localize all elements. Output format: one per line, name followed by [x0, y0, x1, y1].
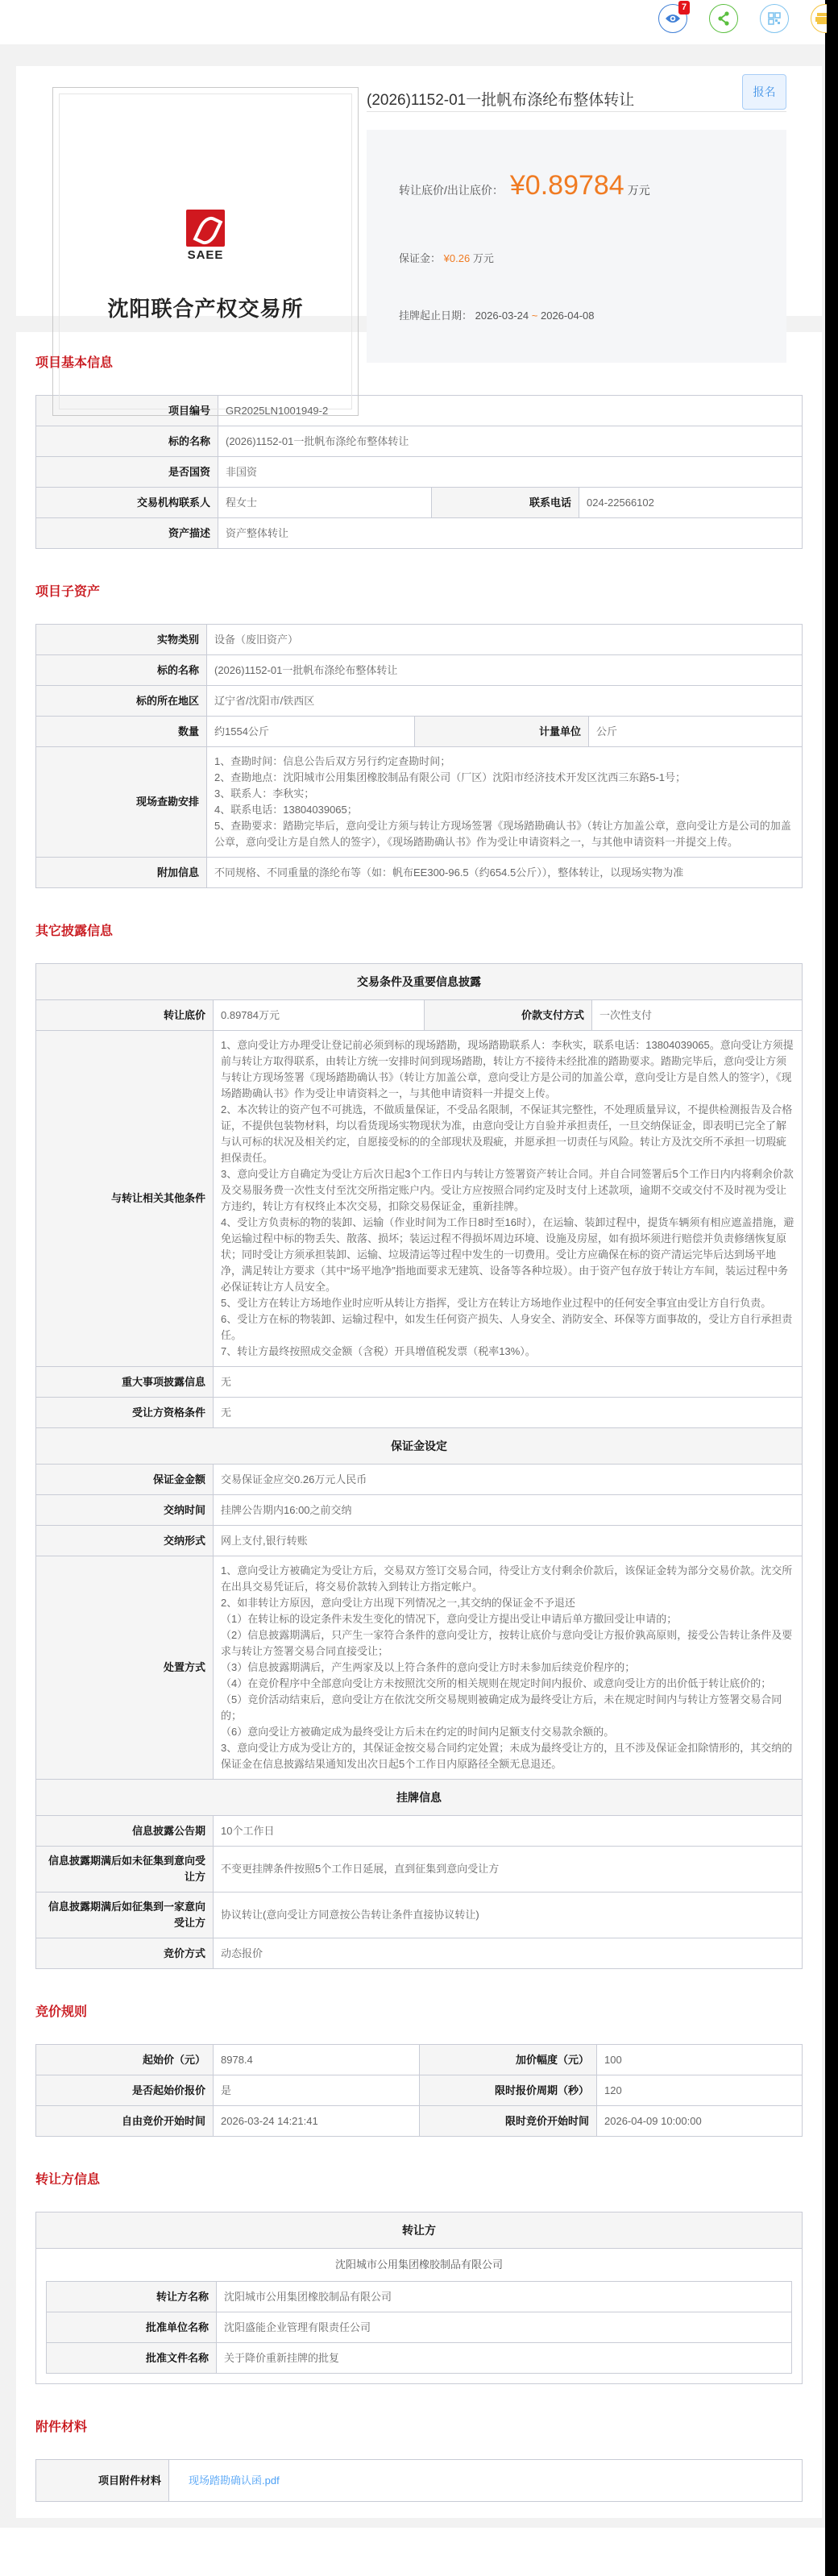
- row-label: 信息披露期满后如未征集到意向受让方: [36, 1847, 214, 1893]
- text-line: 3、意向受让方自确定为受让方后次日起3个工作日内与转让方签署资产转让合同。并自合同签署后5个工作日内内将剩余价款及交易服务费一次性支付至沈交所指定账户内。受让方应按照合同约定及时支付上述款项，逾期不交或交付不及时视为受让方违约，转让方有权终止本次交易，扣除交易保证金，重新挂牌。: [221, 1168, 794, 1212]
- row-label: 自由竞价开始时间: [36, 2106, 214, 2137]
- section-title-sub-asset: 项目子资产: [35, 585, 101, 599]
- text-line: 2、本次转让的资产包不可挑选，不做质量保证，不受品名限制，不保证其完整性，不处理质量异议，不提供检测报告及合格证，不提供包装物材料，均以看货现场实物现状为准，由意向受让方自验并承担责任，一旦交纳保证金，即表明已完全了解与认可标的状况及相关约定，自愿接受标的的全部现状及瑕疵，并愿承担一切责任与风险。转让方及沈交所不承担一切瑕疵担保责任。: [221, 1103, 793, 1164]
- listing-sep: ~: [531, 310, 538, 322]
- listing-end: 2026-04-08: [540, 310, 595, 322]
- table-row: [47, 2343, 792, 2374]
- free-bid-start: 2026-03-24 14:21:41: [214, 2106, 420, 2137]
- row-label: 受让方资格条件: [36, 1398, 214, 1428]
- listing-start: 2026-03-24: [475, 310, 529, 322]
- disclosure-period: 10个工作日: [214, 1816, 803, 1847]
- print-icon: [815, 12, 827, 25]
- price-label: 转让底价/出让底价：: [399, 184, 504, 197]
- text-line: 2、查勘地点：沈阳城市公用集团橡胶制品有限公司（厂区）沈阳市经济技术开发区沈西三东路5-1号；: [214, 771, 687, 783]
- qrcode-icon: [768, 12, 781, 25]
- table-row: [47, 2312, 792, 2343]
- row-label: 资产描述: [36, 518, 218, 549]
- attachments-table: [35, 2459, 803, 2502]
- deposit-form: 网上支付,银行转账: [214, 1526, 803, 1556]
- section-title-basic: 项目基本信息: [35, 356, 114, 370]
- asset-description: 资产整体转让: [218, 518, 803, 549]
- row-label: 限时报价周期（秒）: [420, 2075, 597, 2106]
- saee-logo-icon: [186, 210, 225, 247]
- disclosure-table: [35, 963, 803, 1969]
- row-label: 转让方名称: [47, 2282, 217, 2312]
- basic-info-table: [35, 395, 803, 549]
- limit-period: 120: [597, 2075, 803, 2106]
- logo-mark-text: SAEE: [187, 248, 224, 262]
- table-row: [36, 625, 803, 655]
- table-row: [36, 2106, 803, 2137]
- section-title-attachments: 附件材料: [35, 2420, 88, 2434]
- project-number: GR2025LN1001949-2: [218, 396, 803, 426]
- detail-card: [16, 332, 822, 2518]
- table-row: [36, 1495, 803, 1526]
- row-label: 是否国资: [36, 457, 218, 488]
- row-label: 标的名称: [36, 426, 218, 457]
- row-label: 转让底价: [36, 1000, 214, 1031]
- asset-region: 辽宁省/沈阳市/铁西区: [207, 686, 803, 717]
- asset-category: 设备（废旧资产）: [207, 625, 803, 655]
- contact-person: 程女士: [218, 488, 432, 518]
- text-line: （6）意向受让方被确定成为最终受让方后未在约定的时间内足额支付交易款余额的。: [221, 1726, 615, 1738]
- row-label: 项目附件材料: [36, 2460, 169, 2502]
- major-matters: 无: [214, 1367, 803, 1398]
- row-label: 与转让相关其他条件: [36, 1031, 214, 1367]
- price-unit: 万元: [627, 184, 650, 197]
- table-row: [36, 426, 803, 457]
- table-row: [36, 457, 803, 488]
- table-row: [36, 2075, 803, 2106]
- row-label: 项目编号: [36, 396, 218, 426]
- target-name: (2026)1152-01一批帆布涤纶布整体转让: [218, 426, 803, 457]
- row-label: 重大事项披露信息: [36, 1367, 214, 1398]
- row-label: 实物类别: [36, 625, 207, 655]
- sub-asset-table: [35, 624, 803, 888]
- table-row: [36, 1398, 803, 1428]
- state-owned: 非国资: [218, 457, 803, 488]
- table-row: [36, 1000, 803, 1031]
- table-row: [36, 1556, 803, 1780]
- table-row: [36, 686, 803, 717]
- inspection-arrangement: [207, 747, 803, 858]
- text-line: 1、意向受让方办理受让登记前必须到标的现场踏勘，现场踏勘联系人：李秋实，联系电话：13804039065。意向受让方须提前与转让方取得联系，由转让方统一安排时间到现场踏勘，转让方不接待未经批准的踏勘要求。踏勘完毕后，意向受让方须与转让方现场签署《现场踏勘确认书》（转让方加盖公章，意向受让方是公司的加盖公章，意向受让方是自然人的签字），《现场踏勘确认书》作为受让申请资料之一，与其他申请资料一并提交上传。: [221, 1039, 794, 1099]
- row-label: 标的所在地区: [36, 686, 207, 717]
- table-row: [47, 2282, 792, 2312]
- section-title-other: 其它披露信息: [35, 924, 114, 938]
- row-label: 信息披露期满后如征集到一家意向受让方: [36, 1893, 214, 1938]
- text-line: 1、查勘时间：信息公告后双方另行约定查勘时间；: [214, 755, 451, 767]
- deposit-unit: 万元: [472, 252, 494, 264]
- text-line: （3）信息披露期满后，产生两家及以上符合条件的意向受让方时未参加后续竞价程序的；: [221, 1661, 636, 1673]
- table-row: [36, 1031, 803, 1367]
- text-line: 3、意向受让方成为受让方的，其保证金按交易合同约定处置；未成为最终受让方的，且不涉及保证金扣除情形的，其交纳的保证金在信息披露结果通知发出次日起5个工作日内原路径全额无息退还。: [221, 1742, 793, 1770]
- transferor-table: [35, 2212, 803, 2384]
- table-row: [36, 1526, 803, 1556]
- table-row: [36, 655, 803, 686]
- text-line: 7、转让方最终按照成交金额（含税）开具增值税发票（税率13%）。: [221, 1345, 536, 1357]
- payment-method: 一次性支付: [592, 1000, 803, 1031]
- text-line: （1）在转让标的设定条件未发生变化的情况下，意向受让方提出受让申请后单方撤回受让申请的；: [221, 1613, 678, 1625]
- table-row: [36, 488, 803, 518]
- limit-bid-start: 2026-04-09 10:00:00: [597, 2106, 803, 2137]
- base-price: 0.89784万元: [214, 1000, 425, 1031]
- table-row: [36, 1938, 803, 1969]
- row-label: 是否起始价报价: [36, 2075, 214, 2106]
- start-price: 8978.4: [214, 2045, 420, 2075]
- project-header-card: [16, 66, 822, 322]
- table-row: [36, 1816, 803, 1847]
- deposit-amount: 交易保证金应交0.26万元人民币: [214, 1465, 803, 1495]
- top-toolbar: [0, 0, 825, 44]
- trade-conditions-header: 交易条件及重要信息披露: [36, 964, 803, 1000]
- print-button[interactable]: [811, 4, 827, 33]
- deposit-time: 挂牌公告期内16:00之前交纳: [214, 1495, 803, 1526]
- row-label: 处置方式: [36, 1556, 214, 1780]
- row-label: 批准单位名称: [47, 2312, 217, 2343]
- price-panel: [367, 130, 786, 363]
- deposit-settings-header: 保证金设定: [36, 1428, 803, 1465]
- qrcode-button[interactable]: [760, 4, 789, 33]
- signup-button[interactable]: 报名: [742, 74, 786, 110]
- transferor-display-name: 沈阳城市公用集团橡胶制品有限公司: [334, 2258, 503, 2271]
- row-label: 竞价方式: [36, 1938, 214, 1969]
- text-line: 3、联系人：李秋实；: [214, 787, 315, 800]
- transferor-header: 转让方: [36, 2212, 803, 2249]
- page-footer-space: [0, 2528, 825, 2576]
- row-label: 附加信息: [36, 858, 207, 888]
- listing-info-header: 挂牌信息: [36, 1780, 803, 1816]
- row-label: 数量: [36, 717, 207, 747]
- approver-name: 沈阳盛能企业管理有限责任公司: [217, 2312, 792, 2343]
- table-row: [36, 717, 803, 747]
- table-row: [36, 2045, 803, 2075]
- buyer-qualification: 无: [214, 1398, 803, 1428]
- approval-document: 关于降价重新挂牌的批复: [217, 2343, 792, 2374]
- text-line: （2）信息披露期满后，只产生一家符合条件的意向受让方，按转让底价与意向受让方报价孰高原则，接受公告转让条件及要求与转让方签署交易合同直接受让；: [221, 1629, 793, 1657]
- attachment-link[interactable]: 现场踏勘确认函.pdf: [189, 2474, 280, 2487]
- row-label: 批准文件名称: [47, 2343, 217, 2374]
- extra-info: 不同规格、不同重量的涤纶布等（如：帆布EE300-96.5（约654.5公斤）），整体转让，以现场实物为准: [207, 858, 803, 888]
- transferor-detail-table: [46, 2281, 792, 2374]
- asset-quantity: 约1554公斤: [207, 717, 415, 747]
- row-label: 加价幅度（元）: [420, 2045, 597, 2075]
- listing-label: 挂牌起止日期：: [399, 310, 473, 322]
- bidding-rules-table: [35, 2044, 803, 2137]
- bid-increment: 100: [597, 2045, 803, 2075]
- row-label: 标的名称: [36, 655, 207, 686]
- org-name: 沈阳联合产权交易所: [107, 297, 304, 322]
- text-line: （4）在竞价程序中全部意向受让方未按照沈交所的相关规则在规定时间内报价、或意向受让方的出价低于转让底价的；: [221, 1677, 772, 1689]
- text-line: 1、意向受让方被确定为受让方后，交易双方签订交易合同，待受让方支付剩余价款后，该保证金转为部分交易价款。沈交所在出具交易凭证后，将交易价款转入到转让方指定帐户。: [221, 1564, 793, 1593]
- row-label: 保证金金额: [36, 1465, 214, 1495]
- transfer-conditions: [214, 1031, 803, 1367]
- one-buyer-rule: 协议转让(意向受让方同意按公告转让条件直接协议转让): [214, 1893, 803, 1938]
- table-row: [36, 1847, 803, 1893]
- row-label: 联系电话: [432, 488, 579, 518]
- table-row: [36, 1465, 803, 1495]
- view-count-badge: 7: [678, 1, 690, 15]
- row-label: 现场查勘安排: [36, 747, 207, 858]
- page-body: [0, 44, 825, 2528]
- deposit-label: 保证金：: [399, 252, 442, 264]
- section-title-transferor: 转让方信息: [35, 2173, 101, 2187]
- transferor-block: [36, 2249, 803, 2384]
- text-line: 4、联系电话：13804039065；: [214, 804, 358, 816]
- deposit-disposal: [214, 1556, 803, 1780]
- asset-unit: 公斤: [589, 717, 803, 747]
- text-line: 5、查勘要求：踏勘完毕后，意向受让方须与转让方现场签署《现场踏勘确认书》（转让方加盖公章，意向受让方是公司的加盖公章，意向受让方是自然人的签字），《现场踏勘确认书》作为受让申请资料之一，与其他申请资料一并提交上传。: [214, 820, 791, 848]
- text-line: 4、受让方负责标的物的装卸、运输（作业时间为工作日8时至16时），在运输、装卸过程中，提货车辆须有相应遮盖措施，避免运输过程中标的物丢失、散落、损坏；装运过程不得损坏周边环境、设施及房屋，如有损坏须进行赔偿并负责修缮恢复原状；同时受让方须承担装卸、运输、垃圾清运等过程中发生的一切费用。受让方应确保在标的资产清运完毕后达到场平地净，满足转让方要求（其中“场平地净”指地面要求无建筑、设备等各种垃圾）。由于资产包存放于转让方车间，装运过程中务必保证转让方人员安全。: [221, 1216, 794, 1293]
- row-label: 信息披露公告期: [36, 1816, 214, 1847]
- deposit-value: ¥0.26: [443, 252, 471, 264]
- bid-method: 动态报价: [214, 1938, 803, 1969]
- text-line: （5）竞价活动结束后，意向受让方在依沈交所交易规则被确定成为最终受让方后，未在规定时间内与转让方签署交易合同的；: [221, 1693, 782, 1722]
- row-label: 交易机构联系人: [36, 488, 218, 518]
- row-label: 交纳时间: [36, 1495, 214, 1526]
- no-buyer-rule: 不变更挂牌条件按照5个工作日延展，直到征集到意向受让方: [214, 1847, 803, 1893]
- start-price-bid: 是: [214, 2075, 420, 2106]
- row-label: 交纳形式: [36, 1526, 214, 1556]
- view-count-button[interactable]: [658, 4, 687, 33]
- share-button[interactable]: [709, 4, 738, 33]
- text-line: 5、受让方在转让方场地作业时应听从转让方指挥，受让方在转让方场地作业过程中的任何安全事宜由受让方自行负责。: [221, 1297, 772, 1309]
- price-value: ¥0.89784: [509, 170, 624, 201]
- row-label: 价款支付方式: [425, 1000, 592, 1031]
- table-row: [36, 2460, 803, 2502]
- row-label: 计量单位: [415, 717, 589, 747]
- text-line: 6、受让方在标的物装卸、运输过程中，如发生任何资产损失、人身安全、消防安全、环保等方面事故的，受让方自行承担责任。: [221, 1313, 793, 1341]
- contact-phone: 024-22566102: [579, 488, 803, 518]
- transferor-name: 沈阳城市公用集团橡胶制品有限公司: [217, 2282, 792, 2312]
- table-row: [36, 518, 803, 549]
- row-label: 限时竞价开始时间: [420, 2106, 597, 2137]
- section-title-bidding: 竞价规则: [35, 2005, 88, 2019]
- row-label: 起始价（元）: [36, 2045, 214, 2075]
- table-row: [36, 1893, 803, 1938]
- text-line: 2、如非转让方原因，意向受让方出现下列情况之一,其交纳的保证金不予退还: [221, 1597, 575, 1609]
- project-title: (2026)1152-01一批帆布涤纶布整体转让: [367, 91, 635, 109]
- table-row: [36, 1367, 803, 1398]
- table-row: [36, 858, 803, 888]
- sub-target-name: (2026)1152-01一批帆布涤纶布整体转让: [207, 655, 803, 686]
- share-icon: [717, 11, 730, 26]
- eye-icon: [665, 13, 681, 24]
- table-row: [36, 747, 803, 858]
